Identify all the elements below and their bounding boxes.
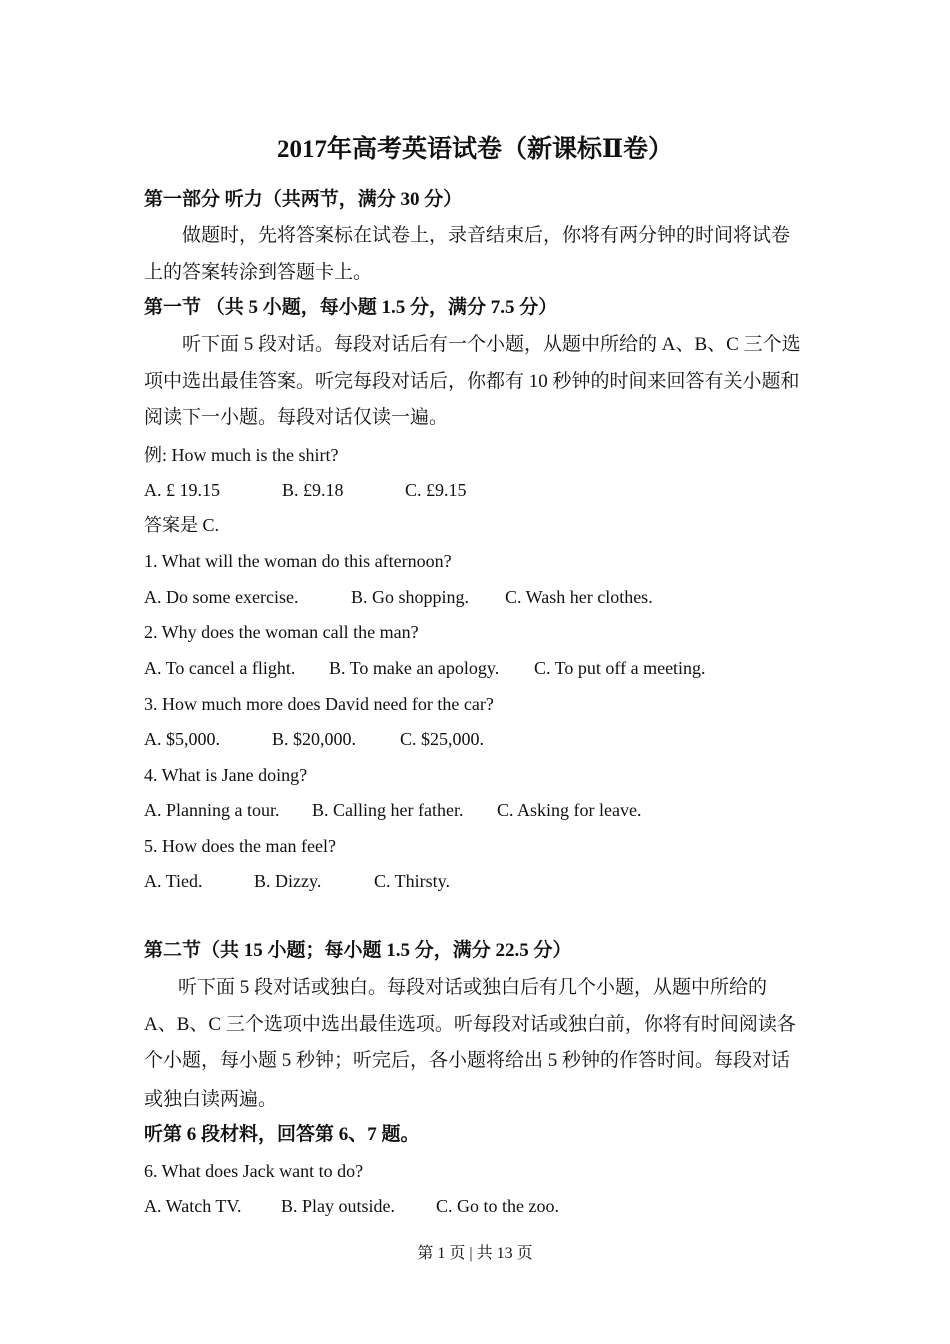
section1-heading: 第一节 （共 5 小题，每小题 1.5 分，满分 7.5 分） <box>144 297 558 318</box>
question-text: 1. What will the woman do this afternoon? <box>144 551 452 571</box>
section1-instruction-line: 项中选出最佳答案。听完每段对话后，你都有 10 秒钟的时间来回答有关小题和 <box>144 371 800 392</box>
section2-instruction-line: A、B、C 三个选项中选出最佳选项。听每段对话或独白前，你将有时间阅读各 <box>144 1014 796 1035</box>
section2-heading: 第二节（共 15 小题；每小题 1.5 分，满分 22.5 分） <box>144 940 572 961</box>
question-option-b: B. To make an apology. <box>329 658 500 678</box>
section2-instruction-line: 或独白读两遍。 <box>144 1089 278 1110</box>
question-option-c: C. $25,000. <box>400 729 485 749</box>
question-option-a: A. Do some exercise. <box>144 587 299 607</box>
section2-instruction-line: 个小题，每小题 5 秒钟；听完后，各小题将给出 5 秒钟的作答时间。每段对话 <box>144 1050 791 1071</box>
question-text: 2. Why does the woman call the man? <box>144 622 419 642</box>
question-option-b: B. Go shopping. <box>351 587 470 607</box>
question-option-a: A. $5,000. <box>144 729 220 749</box>
question-text: 5. How does the man feel? <box>144 836 336 856</box>
question-option-c: C. To put off a meeting. <box>534 658 706 678</box>
part1-heading: 第一部分 听力（共两节，满分 30 分） <box>144 189 463 210</box>
example-option-c: C. £9.15 <box>405 480 467 500</box>
question-option-b: B. $20,000. <box>272 729 357 749</box>
example-option-b: B. £9.18 <box>282 480 344 500</box>
question-option-a: A. Tied. <box>144 871 203 891</box>
example-answer: 答案是 C. <box>144 515 220 535</box>
part1-intro-line: 做题时，先将答案标在试卷上，录音结束后，你将有两分钟的时间将试卷 <box>182 225 791 246</box>
question-option-a: A. Watch TV. <box>144 1196 242 1216</box>
question-option-a: A. To cancel a flight. <box>144 658 296 678</box>
example-option-a: A. £ 19.15 <box>144 480 220 500</box>
question-text: 3. How much more does David need for the car? <box>144 694 494 714</box>
page-title: 2017年高考英语试卷（新课标Ⅱ卷） <box>276 136 674 163</box>
question-option-b: B. Calling her father. <box>312 800 464 820</box>
question-option-b: B. Play outside. <box>281 1196 396 1216</box>
section2-instruction-line: 听下面 5 段对话或独白。每段对话或独白后有几个小题，从题中所给的 <box>178 977 768 998</box>
example-question: 例: How much is the shirt? <box>144 445 339 465</box>
question-option-b: B. Dizzy. <box>254 871 322 891</box>
question-option-c: C. Wash her clothes. <box>505 587 653 607</box>
question-option-c: C. Go to the zoo. <box>436 1196 559 1216</box>
part1-intro-line: 上的答案转涂到答题卡上。 <box>144 262 373 283</box>
question-text: 4. What is Jane doing? <box>144 765 308 785</box>
section1-instruction-line: 听下面 5 段对话。每段对话后有一个小题，从题中所给的 A、B、C 三个选 <box>182 334 801 355</box>
material-heading: 听第 6 段材料，回答第 6、7 题。 <box>144 1124 420 1145</box>
question-text: 6. What does Jack want to do? <box>144 1161 364 1181</box>
question-option-c: C. Asking for leave. <box>497 800 642 820</box>
question-option-a: A. Planning a tour. <box>144 800 280 820</box>
page-footer: 第 1 页 | 共 13 页 <box>417 1245 533 1262</box>
question-option-c: C. Thirsty. <box>374 871 451 891</box>
section1-instruction-line: 阅读下一小题。每段对话仅读一遍。 <box>144 407 449 428</box>
